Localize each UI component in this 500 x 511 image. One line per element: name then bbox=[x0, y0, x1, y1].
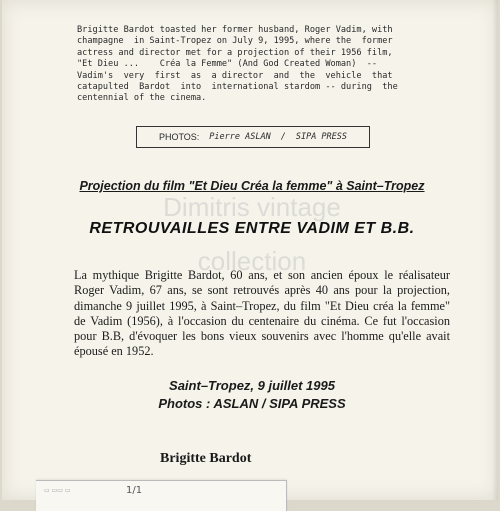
subject-name-caption: Brigitte Bardot bbox=[160, 451, 252, 466]
article-subtitle bbox=[2, 179, 500, 193]
english-caption-block bbox=[77, 25, 455, 105]
credit-label: PHOTOS: bbox=[158, 132, 200, 142]
english-caption-line: Brigitte Bardot toasted her former husband, Roger Vadim, with bbox=[77, 25, 393, 35]
english-caption-line: centennial of the cinema. bbox=[77, 93, 207, 104]
photo-credit-box bbox=[136, 126, 370, 148]
press-photo-back-sheet bbox=[2, 0, 498, 500]
paper-edge-shadow bbox=[492, 0, 498, 500]
credit-separator: / bbox=[280, 132, 286, 142]
article-body: La mythique Brigitte Bardot, 60 ans, et son ancien époux le réalisateur Roger Vadim, 67 ans, se sont retrouvés après 40 ans pour la projection, dimanche 9 juillet 1995, à Saint–Tropez, du film "Et Dieu créa la femme" de Vadim (1956), à l'occasion du centenaire du cinéma. Ce fut l'occasion pour B.B, d'évoquer les bons vieux souvenirs avec l'homme qu'elle avait épousé en 1952. bbox=[74, 268, 450, 359]
english-caption-line: "Et Dieu ... Créa la Femme" (And God Created Woman) -- bbox=[77, 59, 378, 70]
archive-sticker bbox=[36, 480, 287, 511]
english-caption-line: Vadim's very first as a director and the vehicle that bbox=[77, 70, 393, 81]
article-photo-credit: Photos : ASLAN / SIPA PRESS bbox=[158, 396, 346, 411]
watermark-line-2: collection bbox=[197, 246, 307, 276]
sticker-faint-stamp: ▭ ▭▭ ▭ bbox=[44, 487, 71, 494]
english-caption-line: champagne in Saint-Tropez on July 9, 1995, where the former bbox=[77, 36, 393, 47]
watermark-line-1: Dimitris vintage bbox=[163, 192, 341, 222]
article-place-date: Saint–Tropez, 9 juillet 1995 bbox=[169, 378, 335, 393]
english-caption-line: actress and director met for a projection of their 1956 film, bbox=[77, 47, 393, 58]
credit-agency: SIPA PRESS bbox=[295, 132, 348, 142]
credit-photographer: Pierre ASLAN bbox=[209, 132, 271, 142]
sticker-handwritten-mark: 1/1 bbox=[126, 485, 143, 496]
article-headline: RETROUVAILLES ENTRE VADIM ET B.B. bbox=[89, 220, 415, 237]
english-caption-line: catapulted Bardot into international stardom -- during the bbox=[77, 82, 398, 93]
article-subtitle-text: Projection du film "Et Dieu Créa la femme" à Saint–Tropez bbox=[79, 179, 425, 193]
